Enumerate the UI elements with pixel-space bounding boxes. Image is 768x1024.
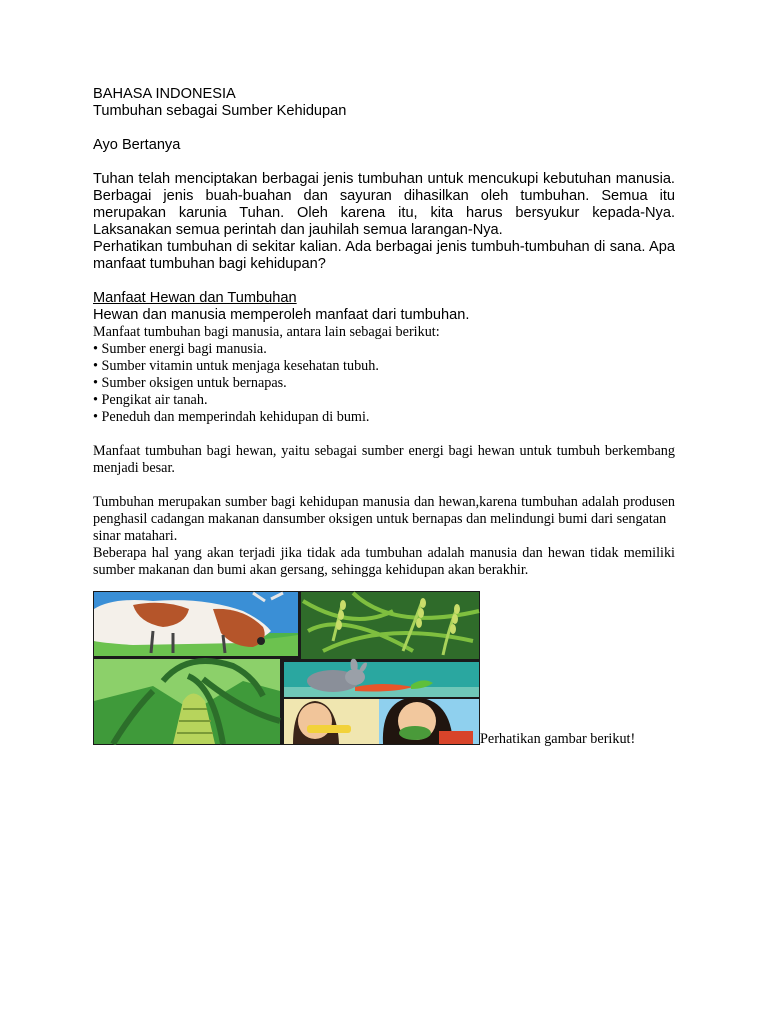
- figure-caption: Perhatikan gambar berikut!: [480, 731, 636, 747]
- figure-row: [93, 591, 693, 746]
- bullet-item: • Sumber oksigen untuk bernapas.: [93, 375, 675, 392]
- cow-panel: [94, 592, 298, 656]
- manfaat-title: Manfaat Hewan dan Tumbuhan: [93, 290, 297, 306]
- rabbit-panel: [284, 659, 479, 697]
- intro-paragraph-2: Perhatikan tumbuhan di sekitar kalian. Ada berbagai jenis tumbuh-tumbuhan di sana. Apa manfaat tumbuhan bagi kehidupan?: [93, 239, 675, 272]
- rice-panel: [301, 592, 479, 659]
- hewan-paragraph: Manfaat tumbuhan bagi hewan, yaitu sebagai sumber energi bagi hewan untuk tumbuh berkembang menjadi besar.: [93, 443, 675, 476]
- intro-paragraph-1: Tuhan telah menciptakan berbagai jenis tumbuhan untuk mencukupi kebutuhan manusia. Berbagai jenis buah-buahan dan sayuran dihasilkan oleh tumbuhan. Semua itu merupakan karunia Tuhan. Oleh karena itu, kita harus bersyukur kepada-Nya. Laksanakan semua perintah dan jauhilah semua larangan-Nya.: [93, 171, 675, 238]
- bullet-item: • Peneduh dan memperindah kehidupan di bumi.: [93, 409, 675, 426]
- bullet-item: • Pengikat air tanah.: [93, 392, 675, 409]
- manfaat-line-2: Manfaat tumbuhan bagi manusia, antara lain sebagai berikut:: [93, 324, 440, 340]
- sumber-paragraph-3: Beberapa hal yang akan terjadi jika tidak ada tumbuhan adalah manusia dan hewan tidak memiliki sumber makanan dan bumi akan gersang, sehingga kehidupan akan berakhir.: [93, 545, 675, 578]
- document-page: [93, 86, 675, 579]
- sumber-paragraph-2: sinar matahari.: [93, 528, 178, 544]
- sumber-paragraph-1: Tumbuhan merupakan sumber bagi kehidupan manusia dan hewan,karena tumbuhan adalah produsen penghasil cadangan makanan dansumber oksigen untuk bernapas dan melindungi bumi dari sengatan: [93, 494, 675, 527]
- document-subheading: Tumbuhan sebagai Sumber Kehidupan: [93, 103, 347, 119]
- people-eating-panel: [284, 697, 479, 744]
- manfaat-bullet-list: [93, 341, 675, 426]
- plants-animals-collage-image: [93, 591, 480, 745]
- bullet-item: • Sumber energi bagi manusia.: [93, 341, 675, 358]
- section-ayo-bertanya: Ayo Bertanya: [93, 137, 181, 153]
- document-heading: BAHASA INDONESIA: [93, 86, 236, 102]
- palm-tree-panel: [94, 659, 280, 744]
- manfaat-line-1: Hewan dan manusia memperoleh manfaat dari tumbuhan.: [93, 307, 470, 323]
- bullet-item: • Sumber vitamin untuk menjaga kesehatan tubuh.: [93, 358, 675, 375]
